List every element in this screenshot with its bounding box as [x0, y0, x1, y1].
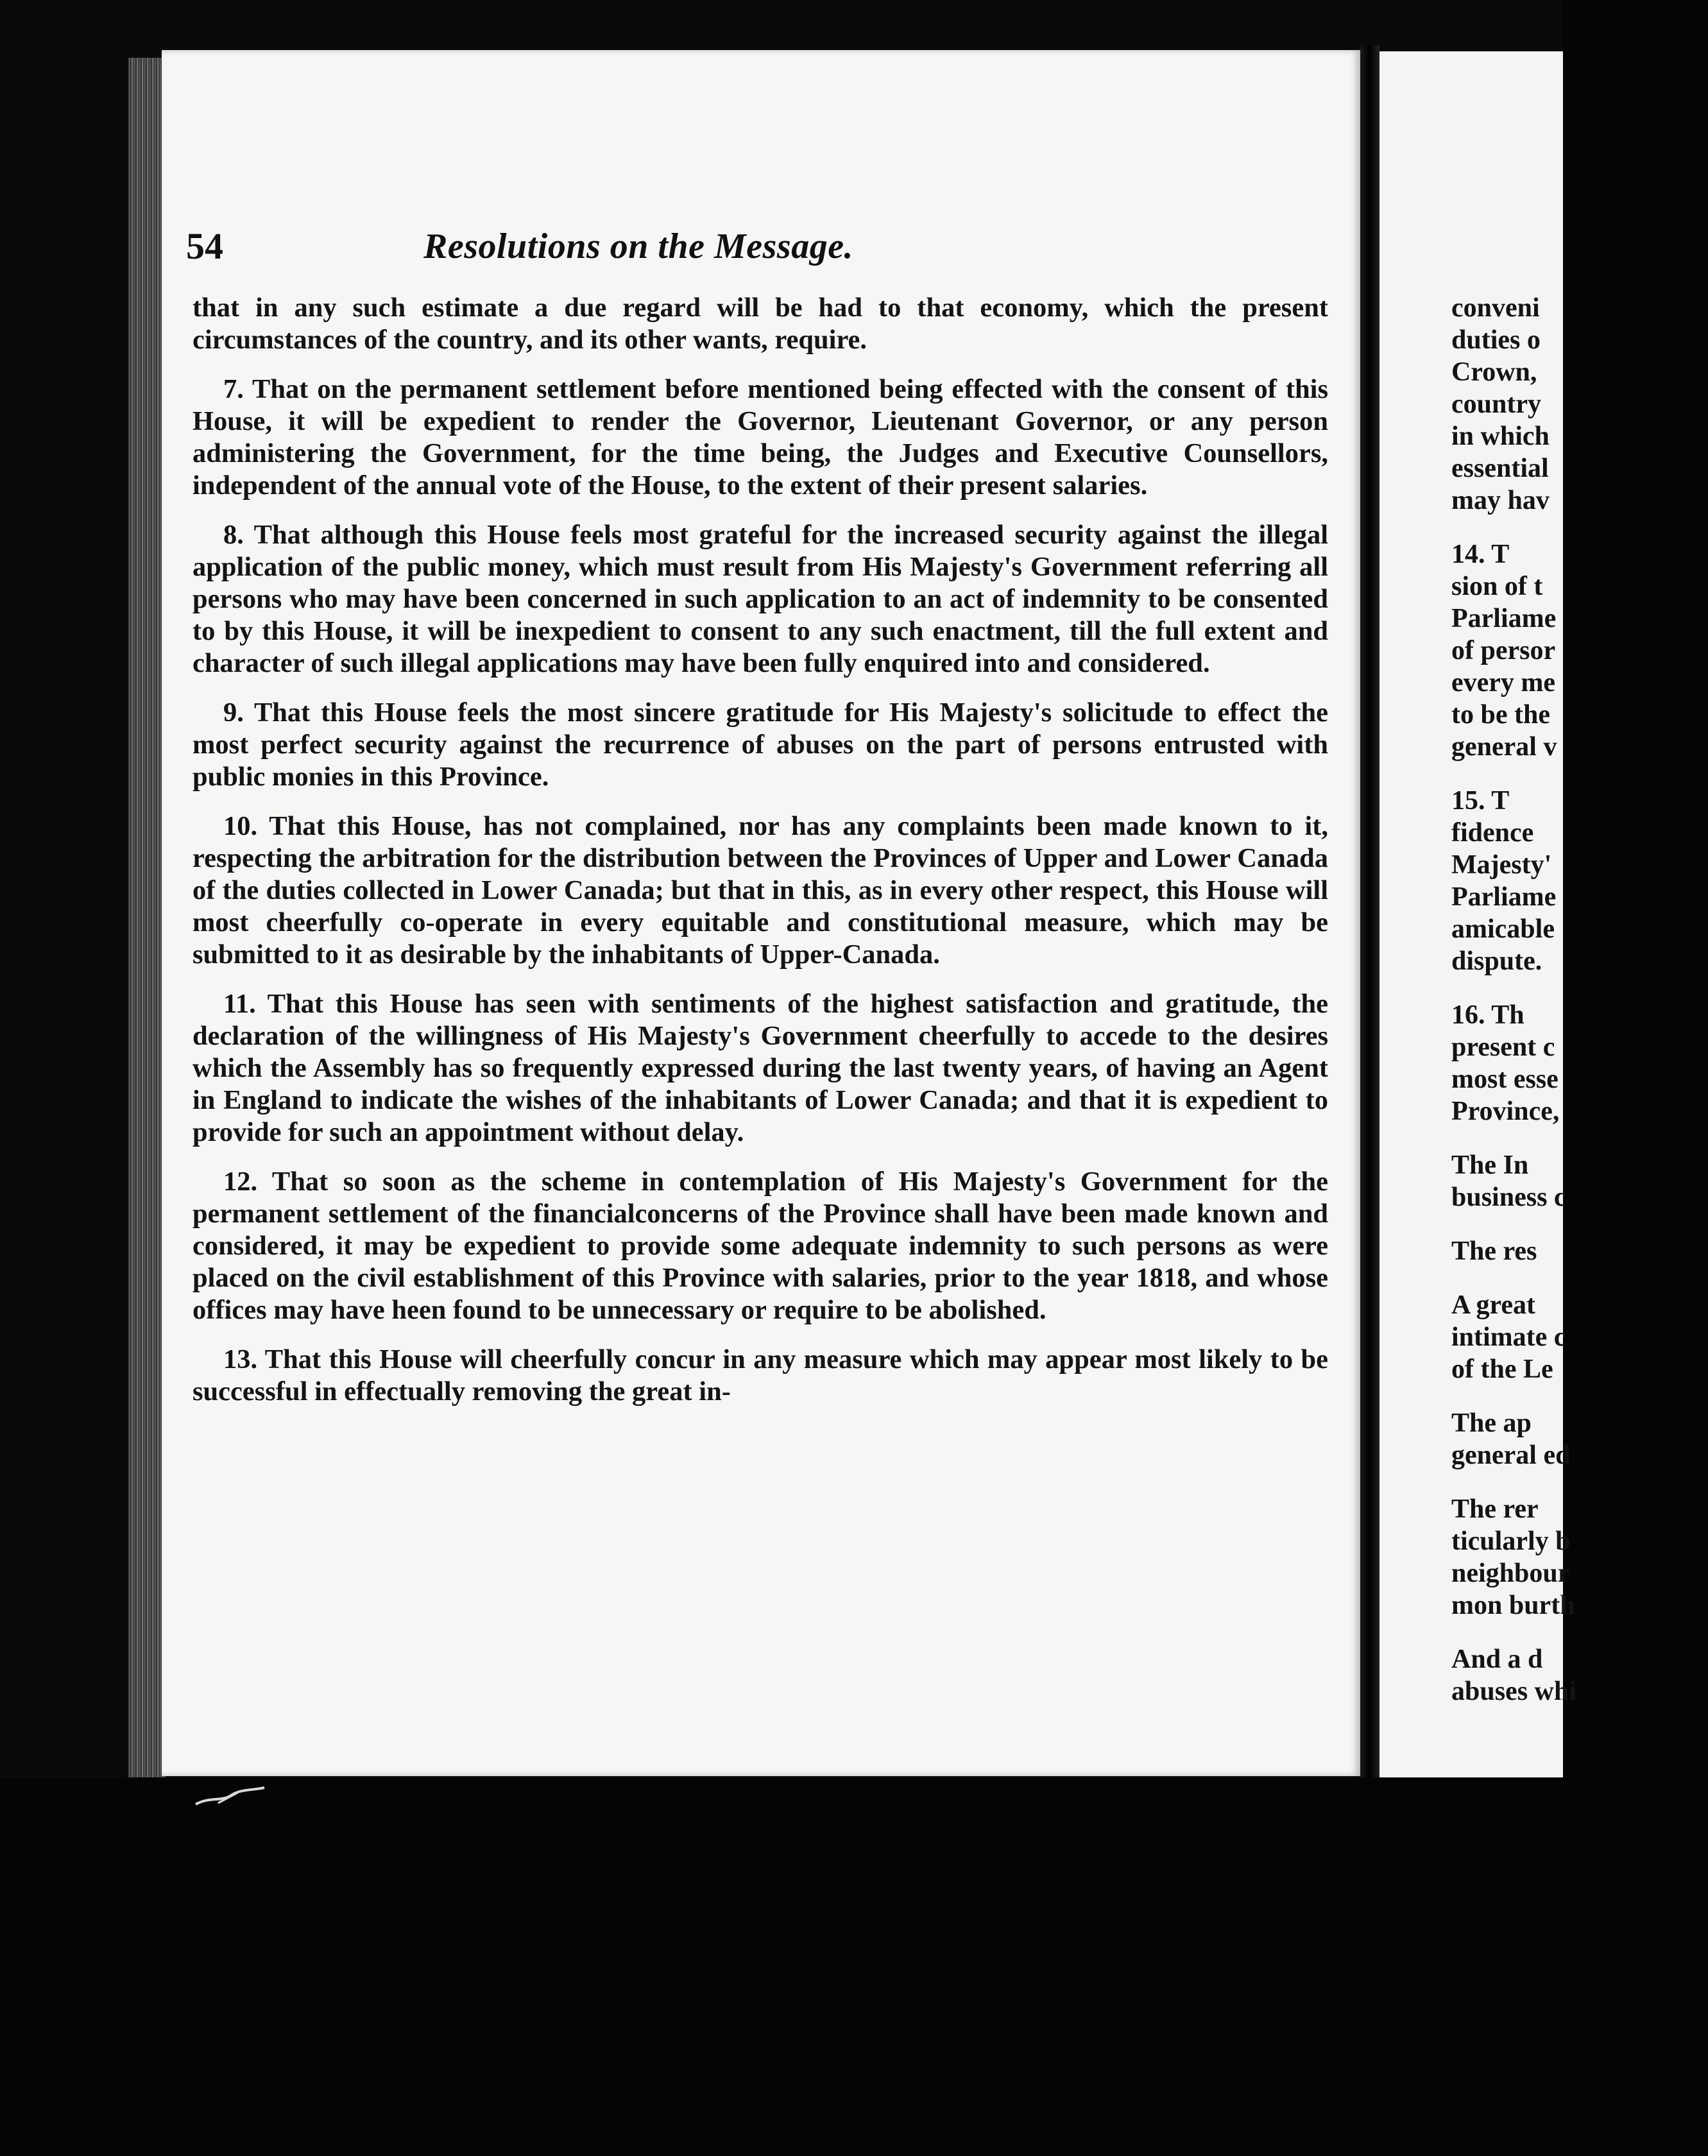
scan-background [0, 1777, 1563, 2156]
right-page-line: neighbour [1451, 1559, 1570, 1588]
right-page-line: Crown, [1451, 357, 1537, 387]
right-page-line: country [1451, 389, 1541, 419]
right-page-line: A great [1451, 1290, 1536, 1320]
resolution-12: 12. That so soon as the scheme in contemplation of His Majesty's Government for the permanent settlement of the financialconcerns of the Province shall have been made known and considered, it may be expedient to provide some adequate indemnity to such persons as were placed on the civil establishment of this Province with salaries, prior to the year 1818, and whose offices may have heen found to be unnecessary or require to be abolished. [192, 1167, 1328, 1325]
body-text [192, 292, 1328, 1425]
right-page-line: The In [1451, 1151, 1529, 1180]
right-page-line: Majesty' [1451, 850, 1552, 880]
running-title: Resolutions on the Message. [423, 227, 854, 266]
right-page-gap [1451, 1621, 1708, 1643]
right-page-line: dispute. [1451, 946, 1542, 976]
right-page-line: to be the [1451, 700, 1550, 730]
right-page-gap [1451, 763, 1708, 785]
right-page-line: 14. T [1451, 540, 1510, 569]
resolution-7: 7. That on the permanent settlement before mentioned being effected with the consent of this House, it will be expedient to render the Governor, Lieutenant Governor, or any person administering the Government, for the time being, the Judges and Executive Counsellors, independent of the annual vote of the House, to the extent of their present salaries. [192, 374, 1328, 501]
right-page-line: business c [1451, 1183, 1566, 1212]
right-page-line: The rer [1451, 1494, 1539, 1524]
right-page-line: mon burth [1451, 1591, 1575, 1620]
page-edges [128, 58, 166, 1790]
right-page-line: most esse [1451, 1065, 1559, 1094]
right-page-line: Parliame [1451, 604, 1557, 633]
right-page-line: The res [1451, 1236, 1537, 1266]
right-page-gap [1451, 977, 1708, 999]
right-page-line: 16. Th [1451, 1000, 1524, 1030]
resolution-9: 9. That this House feels the most sincere gratitude for His Majesty's solicitude to effect the most perfect security against the recurrence of abuses on the part of persons entrusted with public monies in this Province. [192, 697, 1328, 792]
right-page-line: of the Le [1451, 1355, 1553, 1384]
right-page-line: fidence [1451, 818, 1534, 848]
paragraph-continuation: that in any such estimate a due regard will be had to that economy, which the present circumstances of the country, and its other wants, require. [192, 293, 1328, 355]
page-header [186, 218, 1110, 276]
resolution-8: 8. That although this House feels most grateful for the increased security against the illegal application of the public money, which must result from His Majesty's Government referring all persons who may have been concerned in such application to an act of indemnity to be consented to by this House, it will be inexpedient to consent to any such enactment, till the full extent and character of such illegal applications may have been fully enquired into and considered. [192, 520, 1328, 678]
right-page-line: essential [1451, 454, 1549, 483]
right-page-line: in which [1451, 422, 1550, 451]
right-page-line: The ap [1451, 1408, 1532, 1438]
scan-artifact-mark [192, 1784, 269, 1810]
right-page-gap [1451, 1471, 1708, 1493]
right-page-line: of persor [1451, 636, 1556, 665]
right-page-line: intimate c [1451, 1322, 1566, 1352]
right-page-line: present c [1451, 1032, 1555, 1062]
right-page-line: general ed [1451, 1441, 1571, 1470]
right-page-gap [1451, 1385, 1708, 1407]
resolution-13: 13. That this House will cheerfully concur in any measure which may appear most likely to be successful in effectually removing the great in- [192, 1344, 1328, 1407]
resolution-10: 10. That this House, has not complained, nor has any complaints been made known to it, respecting the arbitration for the distribution between the Provinces of Upper and Lower Canada of the duties collected in Lower Canada; but that in this, as in every other respect, this House will most cheerfully co-operate in every equitable and constitutional measure, which may be submitted to it as desirable by the inhabitants of Upper-Canada. [192, 811, 1328, 970]
right-page-line: general v [1451, 732, 1557, 762]
right-page-gap [1451, 1127, 1708, 1149]
right-page-line: ticularly b [1451, 1527, 1571, 1556]
right-page-gap [1451, 517, 1708, 538]
right-page-line: Parliame [1451, 882, 1557, 912]
right-page-line: duties o [1451, 325, 1541, 355]
resolution-11: 11. That this House has seen with sentiments of the highest satisfaction and gratitude, the declaration of the willingness of His Majesty's Government cheerfully to accede to the desires which the Assembly has so frequently expressed during the last twenty years, of having an Agent in England to indicate the wishes of the inhabitants of Lower Canada; and that it is expedient to provide for such an appointment without delay. [192, 989, 1328, 1147]
right-page-line: sion of t [1451, 572, 1543, 601]
right-page-line: conveni [1451, 293, 1540, 323]
page-number: 54 [186, 225, 223, 267]
right-page-line: Province, [1451, 1097, 1560, 1126]
right-page-text-fragments [1451, 292, 1708, 1707]
right-page-line: 15. T [1451, 786, 1510, 816]
right-page-line: may hav [1451, 486, 1550, 515]
right-page-gap [1451, 1213, 1708, 1235]
right-page-line: every me [1451, 668, 1556, 697]
right-page-gap [1451, 1267, 1708, 1289]
right-page-line: abuses whi [1451, 1677, 1576, 1706]
right-page-line: And a d [1451, 1645, 1543, 1674]
book-gutter [1360, 45, 1379, 1790]
right-page-line: amicable [1451, 914, 1555, 944]
